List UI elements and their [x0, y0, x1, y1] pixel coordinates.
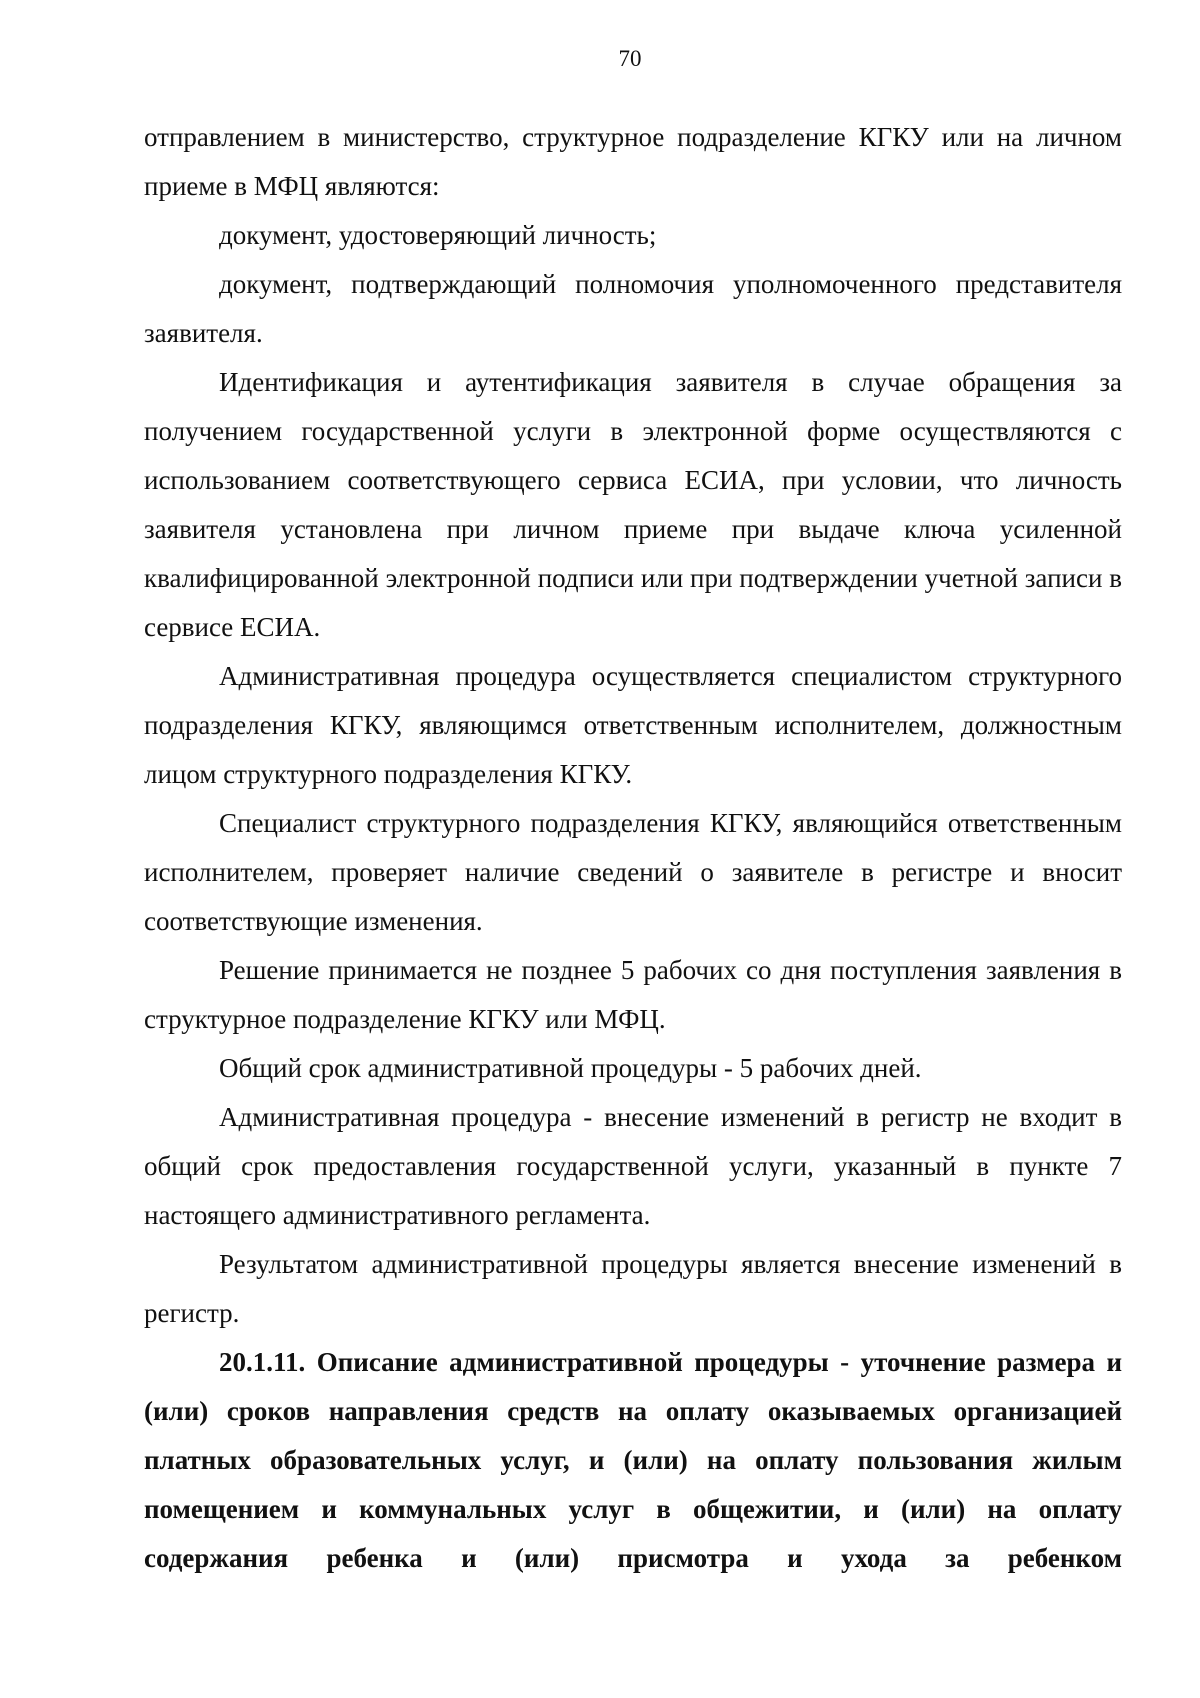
page-number: 70	[618, 46, 642, 71]
paragraph: Административная процедура - внесение изменений в регистр не входит в общий срок предоставления государственной услуги, указанный в пункте 7 настоящего административного регламента.	[144, 1102, 1122, 1230]
paragraph: Специалист структурного подразделения КГКУ, являющийся ответственным исполнителем, проверяет наличие сведений о заявителе в регистре и вносит соответствующие изменения.	[144, 808, 1122, 936]
paragraph: Общий срок административной процедуры - 5 рабочих дней.	[219, 1053, 922, 1083]
paragraph: отправлением в министерство, структурное подразделение КГКУ или на личном приеме в МФЦ являются:	[144, 122, 1122, 201]
paragraph: Идентификация и аутентификация заявителя в случае обращения за получением государственной услуги в электронной форме осуществляются с использованием соответствующего сервиса ЕСИА, при условии, что личность заявителя установлена при личном приеме при выдаче ключа усиленной квалифицированной электронной подписи или при подтверждении учетной записи в сервисе ЕСИА.	[144, 367, 1122, 642]
paragraph: Решение принимается не позднее 5 рабочих со дня поступления заявления в структурное подразделение КГКУ или МФЦ.	[144, 955, 1122, 1034]
paragraph: документ, удостоверяющий личность;	[219, 220, 657, 250]
paragraph: Результатом административной процедуры является внесение изменений в регистр.	[144, 1249, 1122, 1328]
paragraph: документ, подтверждающий полномочия уполномоченного представителя заявителя.	[144, 269, 1122, 348]
paragraph: Административная процедура осуществляется специалистом структурного подразделения КГКУ, являющимся ответственным исполнителем, должностным лицом структурного подразделения КГКУ.	[144, 661, 1122, 789]
document-body	[144, 113, 1122, 1583]
section-heading: 20.1.11. Описание административной процедуры - уточнение размера и (или) сроков направления средств на оплату оказываемых организацией платных образовательных услуг, и (или) на оплату пользования жилым помещением и коммунальных услуг в общежитии, и (или) на оплату содержания ребенка и (или) присмотра и ухода за ребенком	[144, 1347, 1122, 1573]
